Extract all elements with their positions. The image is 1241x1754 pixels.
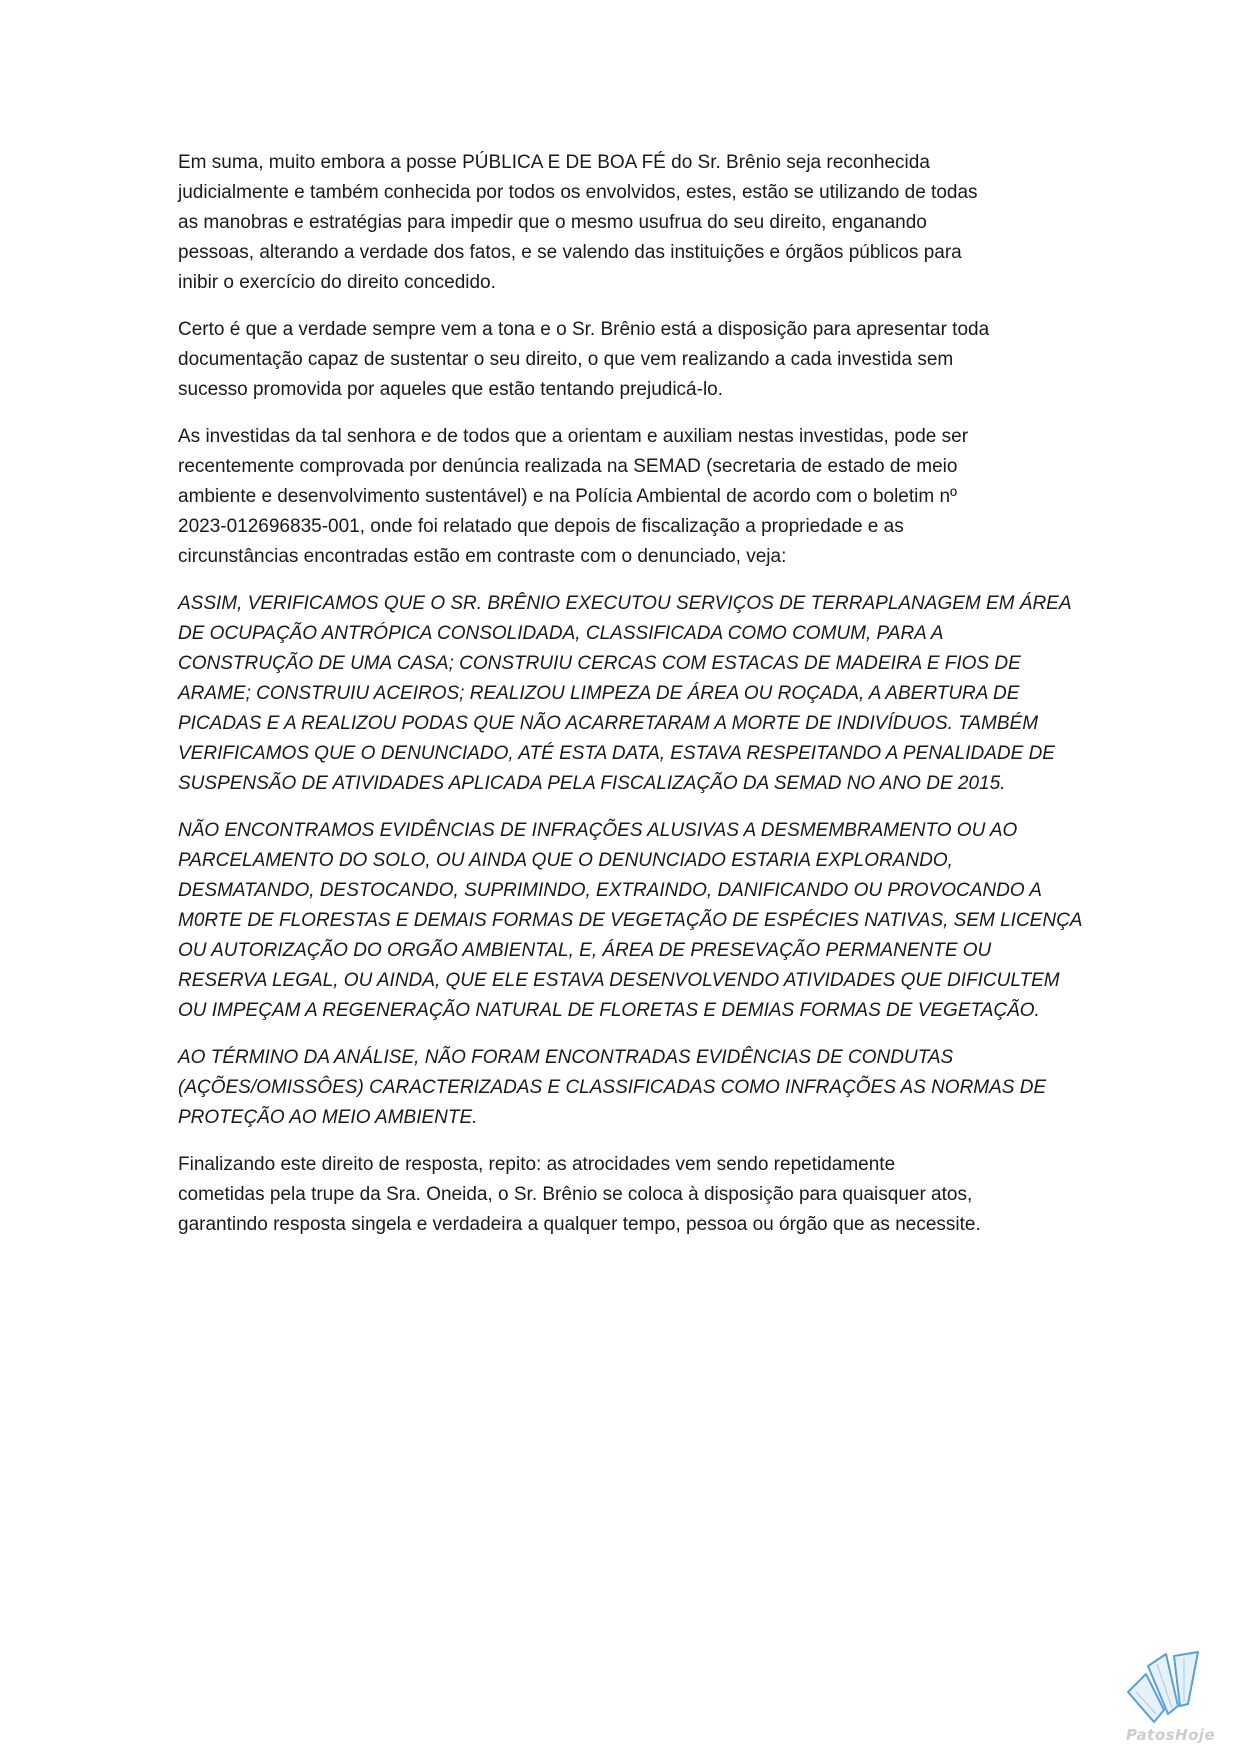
paragraph-line: PICADAS E A REALIZOU PODAS QUE NÃO ACARRETARAM A MORTE DE INDIVÍDUOS. TAMBÉM: [178, 713, 1039, 734]
paragraph-line: CONSTRUÇÃO DE UMA CASA; CONSTRUIU CERCAS COM ESTACAS DE MADEIRA E FIOS DE: [178, 653, 1021, 674]
paragraph-line: circunstâncias encontradas estão em contraste com o denunciado, veja:: [178, 546, 787, 567]
paragraph-line: DE OCUPAÇÃO ANTRÓPICA CONSOLIDADA, CLASSIFICADA COMO COMUM, PARA A: [178, 623, 944, 644]
paragraph-line: garantindo resposta singela e verdadeira a qualquer tempo, pessoa ou órgão que as necessite.: [178, 1214, 981, 1235]
paragraph-line: Certo é que a verdade sempre vem a tona e o Sr. Brênio está a disposição para apresentar toda: [178, 319, 990, 340]
quoted-report-paragraph: [178, 816, 1083, 1026]
paragraph-line: PROTEÇÃO AO MEIO AMBIENTE.: [178, 1107, 478, 1128]
paragraph-line: M0RTE DE FLORESTAS E DEMAIS FORMAS DE VEGETAÇÃO DE ESPÉCIES NATIVAS, SEM LICENÇA: [178, 910, 1083, 931]
paragraph-line: VERIFICAMOS QUE O DENUNCIADO, ATÉ ESTA DATA, ESTAVA RESPEITANDO A PENALIDADE DE: [178, 743, 1055, 764]
paragraph-line: OU IMPEÇAM A REGENERAÇÃO NATURAL DE FLORETAS E DEMIAS FORMAS DE VEGETAÇÃO.: [178, 1000, 1040, 1021]
paragraph-line: (AÇÕES/OMISSÔES) CARACTERIZADAS E CLASSIFICADAS COMO INFRAÇÕES AS NORMAS DE: [178, 1077, 1047, 1098]
paragraph-line: cometidas pela trupe da Sra. Oneida, o Sr. Brênio se coloca à disposição para quaisquer atos,: [178, 1184, 973, 1205]
paragraph-line: as manobras e estratégias para impedir que o mesmo usufrua do seu direito, enganando: [178, 212, 927, 233]
watermark: [1112, 1648, 1224, 1748]
patoshoje-logo-icon: [1124, 1648, 1216, 1728]
quoted-report-paragraph: [178, 589, 1078, 799]
paragraph-line: DESMATANDO, DESTOCANDO, SUPRIMINDO, EXTRAINDO, DANIFICANDO OU PROVOCANDO A: [178, 880, 1042, 901]
body-paragraph: [178, 315, 1078, 405]
paragraph-line: As investidas da tal senhora e de todos que a orientam e auxiliam nestas investidas, pode ser: [178, 426, 969, 447]
quoted-report-paragraph: [178, 1043, 1078, 1133]
paragraph-line: inibir o exercício do direito concedido.: [178, 272, 496, 293]
paragraph-line: judicialmente e também conhecida por todos os envolvidos, estes, estão se utilizando de todas: [178, 182, 978, 203]
paragraph-line: ARAME; CONSTRUIU ACEIROS; REALIZOU LIMPEZA DE ÁREA OU ROÇADA, A ABERTURA DE: [178, 683, 1020, 704]
paragraph-line: ASSIM, VERIFICAMOS QUE O SR. BRÊNIO EXECUTOU SERVIÇOS DE TERRAPLANAGEM EM ÁREA: [178, 593, 1072, 614]
paragraph-line: NÃO ENCONTRAMOS EVIDÊNCIAS DE INFRAÇÕES ALUSIVAS A DESMEMBRAMENTO OU AO: [178, 820, 1018, 841]
paragraph-line: sucesso promovida por aqueles que estão tentando prejudicá-lo.: [178, 379, 724, 400]
body-paragraph: [178, 148, 1078, 298]
paragraph-line: documentação capaz de sustentar o seu direito, o que vem realizando a cada investida sem: [178, 349, 954, 370]
paragraph-line: pessoas, alterando a verdade dos fatos, e se valendo das instituições e órgãos públicos para: [178, 242, 962, 263]
body-paragraph: [178, 422, 1078, 572]
paragraph-line: 2023-012696835-001, onde foi relatado que depois de fiscalização a propriedade e as: [178, 516, 904, 537]
paragraph-line: PARCELAMENTO DO SOLO, OU AINDA QUE O DENUNCIADO ESTARIA EXPLORANDO,: [178, 850, 953, 871]
body-paragraph: [178, 1150, 1078, 1240]
paragraph-line: RESERVA LEGAL, OU AINDA, QUE ELE ESTAVA DESENVOLVENDO ATIVIDADES QUE DIFICULTEM: [178, 970, 1060, 991]
paragraph-line: AO TÉRMINO DA ANÁLISE, NÃO FORAM ENCONTRADAS EVIDÊNCIAS DE CONDUTAS: [178, 1047, 954, 1068]
paragraph-line: Finalizando este direito de resposta, repito: as atrocidades vem sendo repetidamente: [178, 1154, 896, 1175]
document-body: [178, 148, 1083, 1257]
paragraph-line: recentemente comprovada por denúncia realizada na SEMAD (secretaria de estado de meio: [178, 456, 958, 477]
watermark-text: PatosHoje: [1126, 1726, 1216, 1744]
paragraph-line: ambiente e desenvolvimento sustentável) e na Polícia Ambiental de acordo com o boletim nº: [178, 486, 957, 507]
paragraph-line: Em suma, muito embora a posse PÚBLICA E DE BOA FÉ do Sr. Brênio seja reconhecida: [178, 152, 930, 173]
paragraph-line: OU AUTORIZAÇÃO DO ORGÃO AMBIENTAL, E, ÁREA DE PRESEVAÇÃO PERMANENTE OU: [178, 940, 992, 961]
paragraph-line: SUSPENSÃO DE ATIVIDADES APLICADA PELA FISCALIZAÇÃO DA SEMAD NO ANO DE 2015.: [178, 773, 1006, 794]
